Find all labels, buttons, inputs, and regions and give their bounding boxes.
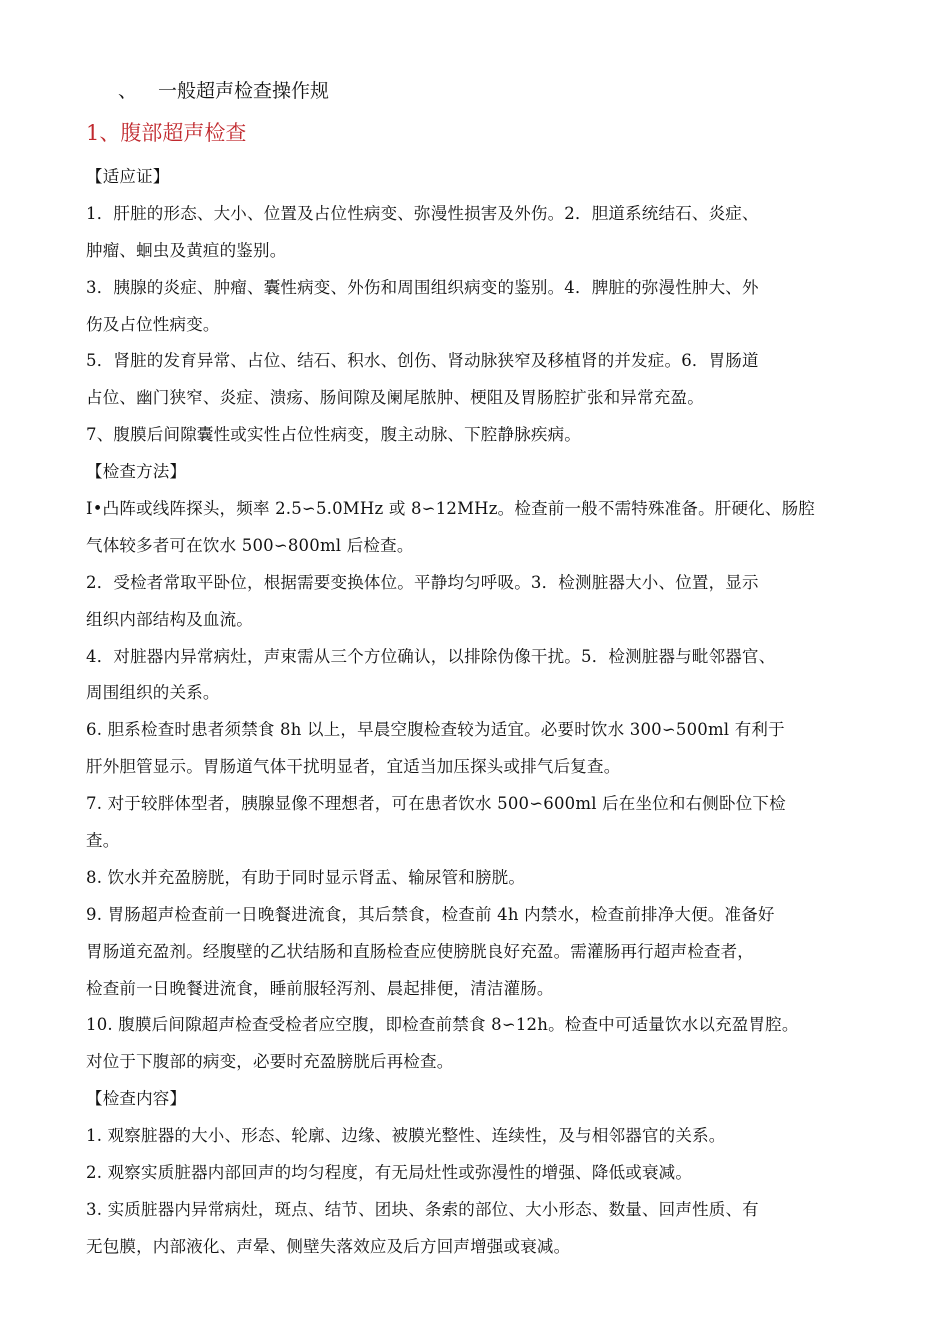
section-title: 1、腹部超声检查: [86, 121, 247, 145]
text-line: 气体较多者可在饮水 500∽800ml 后检查。: [86, 535, 414, 555]
text-line: 组织内部结构及血流。: [86, 609, 253, 629]
text-line: 伤及占位性病变。: [86, 314, 220, 334]
text-line: 7. 对于较胖体型者，胰腺显像不理想者，可在患者饮水 500∽600ml 后在坐位和右侧卧位下检: [86, 794, 786, 814]
text-line: 检查前一日晚餐进流食，睡前服轻泻剂、晨起排便，清洁灌肠。: [86, 978, 554, 998]
text-line: 6. 胆系检查时患者须禁食 8h 以上，早晨空腹检查较为适宜。必要时饮水 300∽500ml 有利于: [86, 720, 785, 740]
text-line: 胃肠道充盈剂。经腹壁的乙状结肠和直肠检查应使膀胱良好充盈。需灌肠再行超声检查者，: [86, 941, 754, 961]
text-line: 5．肾脏的发育异常、占位、结石、积水、创伤、肾动脉狭窄及移植肾的并发症。6．胃肠道: [86, 351, 759, 371]
text-line: 【检查内容】: [86, 1089, 187, 1109]
text-line: 2．受检者常取平卧位，根据需要变换体位。平静均匀呼吸。3．检测脏器大小、位置，显示: [86, 572, 759, 592]
text-line: 肿瘤、蛔虫及黄疸的鉴别。: [86, 240, 287, 260]
text-line: 3．胰腺的炎症、肿瘤、囊性病变、外伤和周围组织病变的鉴别。4．脾脏的弥漫性肿大、外: [86, 277, 759, 297]
heading-text: 一般超声检查操作规: [158, 80, 330, 102]
text-line: 9. 胃肠超声检查前一日晚餐进流食，其后禁食，检查前 4h 内禁水，检查前排净大便。准备好: [86, 904, 775, 924]
text-line: 7、腹膜后间隙囊性或实性占位性病变，腹主动脉、下腔静脉疾病。: [86, 425, 581, 445]
text-line: 【检查方法】: [86, 462, 187, 482]
text-line: 4．对脏器内异常病灶，声束需从三个方位确认，以排除伪像干扰。5．检测脏器与毗邻器官、: [86, 646, 776, 666]
text-line: 占位、幽门狭窄、炎症、溃疡、肠间隙及阑尾脓肿、梗阻及胃肠腔扩张和异常充盈。: [86, 388, 704, 408]
text-line: 肝外胆管显示。胃肠道气体干扰明显者，宜适当加压探头或排气后复查。: [86, 757, 621, 777]
document-body: [86, 159, 886, 1266]
document-heading: [118, 76, 329, 102]
text-line: 8. 饮水并充盈膀胱，有助于同时显示肾盂、输尿管和膀胱。: [86, 867, 526, 887]
heading-mark: 、: [118, 80, 138, 102]
text-line: 1．肝脏的形态、大小、位置及占位性病变、弥漫性损害及外伤。2．胆道系统结石、炎症、: [86, 203, 759, 223]
text-line: 周围组织的关系。: [86, 683, 220, 703]
text-line: 2. 观察实质脏器内部回声的均匀程度，有无局灶性或弥漫性的增强、降低或衰减。: [86, 1163, 693, 1183]
text-line: 查。: [86, 831, 120, 851]
text-line: 【适应证】: [86, 167, 170, 186]
text-line: I•凸阵或线阵探头，频率 2.5∽5.0MHz 或 8∽12MHz。检查前一般不需特殊准备。肝硬化、肠腔: [86, 499, 815, 519]
text-line: 1. 观察脏器的大小、形态、轮廓、边缘、被膜光整性、连续性，及与相邻器官的关系。: [86, 1126, 726, 1146]
text-line: 对位于下腹部的病变，必要时充盈膀胱后再检查。: [86, 1052, 454, 1072]
text-line: 10. 腹膜后间隙超声检查受检者应空腹，即检查前禁食 8∽12h。检查中可适量饮水以充盈胃腔。: [86, 1015, 799, 1035]
text-line: 3. 实质脏器内异常病灶，斑点、结节、团块、条索的部位、大小形态、数量、回声性质、有: [86, 1199, 759, 1219]
text-line: 无包膜，内部液化、声晕、侧壁失落效应及后方回声增强或衰减。: [86, 1236, 571, 1256]
